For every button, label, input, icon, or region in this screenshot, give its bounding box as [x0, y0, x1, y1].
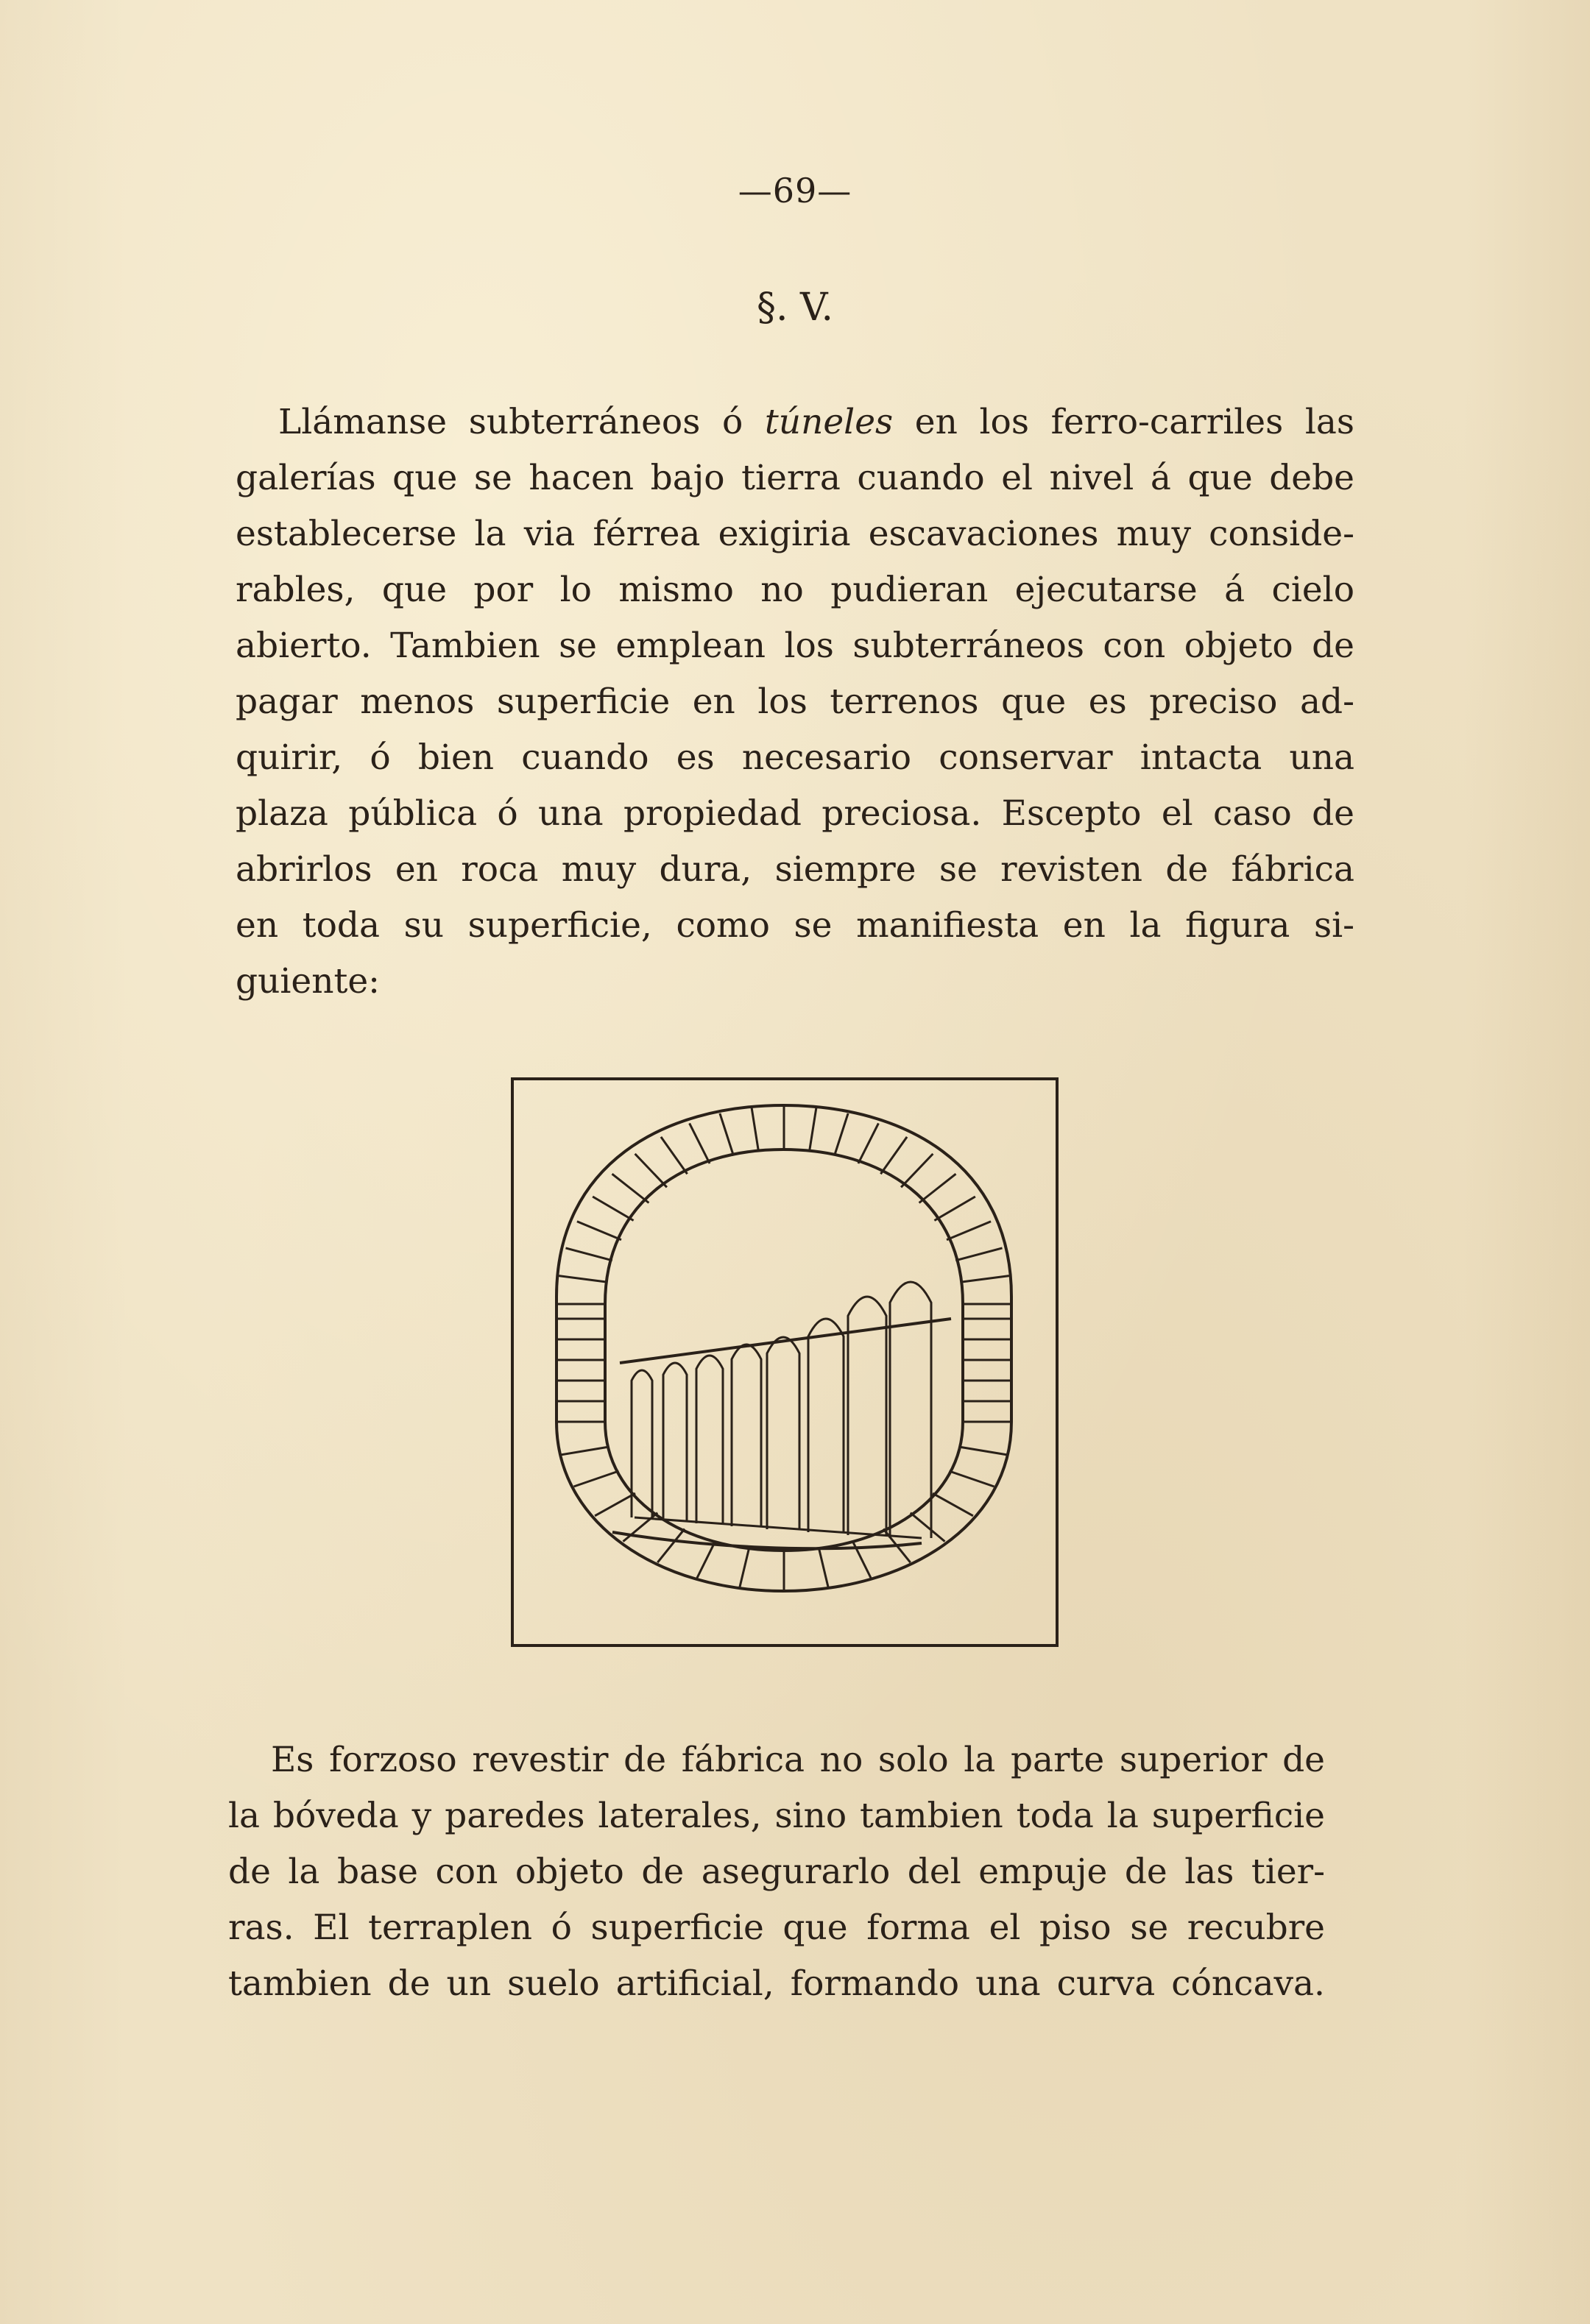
- text-line: Es forzoso revestir de fábrica no solo la parte superior de: [271, 1740, 1325, 1780]
- masonry-joint: [880, 1137, 907, 1174]
- masonry-joint: [577, 1222, 621, 1240]
- paragraph-lining: [228, 1732, 1325, 2012]
- text-line: establecerse la via férrea exigiria escavaciones muy conside-: [236, 514, 1354, 554]
- text-line: ras. El terraplen ó superficie que forma el piso se recubre: [228, 1907, 1325, 1948]
- text-line: quirir, ó bien cuando es necesario conservar intacta una: [236, 737, 1354, 778]
- text-line: pagar menos superficie en los terrenos que es preciso ad-: [236, 681, 1354, 722]
- masonry-joint: [835, 1113, 849, 1156]
- text-line: de la base con objeto de asegurarlo del empuje de las tier-: [228, 1852, 1325, 1892]
- masonry-joint: [559, 1276, 607, 1283]
- masonry-joint: [933, 1493, 973, 1516]
- masonry-joint: [697, 1541, 716, 1579]
- masonry-joint: [661, 1137, 688, 1174]
- masonry-joint: [595, 1493, 635, 1516]
- masonry-joint: [819, 1548, 828, 1588]
- timber-rib: [808, 1319, 844, 1532]
- masonry-joint: [635, 1154, 667, 1187]
- masonry-joint: [810, 1108, 816, 1151]
- text-line: tambien de un suelo artificial, formando una curva cóncava.: [228, 1963, 1325, 2004]
- text-line: abrirlos en roca muy dura, siempre se revisten de fábrica: [236, 849, 1354, 890]
- lining-inner: [605, 1149, 963, 1551]
- tunnel-engraving: [509, 1076, 1060, 1648]
- masonry-joint: [947, 1222, 991, 1240]
- timber-rib: [767, 1337, 799, 1529]
- emphasized-term: túneles: [764, 402, 894, 442]
- masonry-joint: [959, 1447, 1007, 1455]
- masonry-joint: [740, 1548, 749, 1588]
- page-number: —69—: [738, 171, 852, 210]
- masonry-joint: [961, 1276, 1009, 1283]
- masonry-joint: [720, 1113, 734, 1156]
- masonry-joint: [955, 1248, 1002, 1261]
- text-line: guiente:: [236, 961, 381, 1002]
- masonry-joint: [657, 1529, 685, 1563]
- masonry-joint: [858, 1123, 879, 1163]
- timber-rib: [663, 1363, 687, 1520]
- text-line: plaza pública ó una propiedad preciosa. Escepto el caso de: [236, 793, 1354, 834]
- section-heading: §. V.: [756, 286, 834, 330]
- masonry-joint: [752, 1108, 758, 1151]
- masonry-joint: [566, 1248, 612, 1261]
- masonry-blocks: [556, 1105, 1011, 1591]
- lining-outer: [556, 1105, 1011, 1591]
- masonry-joint: [690, 1123, 710, 1163]
- text-line: abierto. Tambien se emplean los subterráneos con objeto de: [236, 626, 1354, 666]
- paragraph-intro: [236, 394, 1354, 1010]
- masonry-joint: [593, 1197, 634, 1221]
- timber-ribs: [632, 1282, 931, 1538]
- timber-rib: [696, 1356, 723, 1523]
- masonry-joint: [612, 1174, 649, 1202]
- timber-rib: [890, 1282, 931, 1538]
- centring-beam: [620, 1319, 951, 1363]
- masonry-joint: [561, 1447, 609, 1455]
- text-line: rables, que por lo mismo no pudieran ejecutarse á cielo: [236, 570, 1354, 610]
- tunnel-cross-section-figure: [509, 1076, 1060, 1648]
- masonry-joint: [934, 1197, 975, 1221]
- text-line: en toda su superficie, como se manifiesta en la figura si-: [236, 905, 1354, 946]
- text-line: Llámanse subterráneos ó túneles en los ferro-carriles las: [278, 402, 1355, 442]
- masonry-joint: [919, 1174, 956, 1202]
- masonry-joint: [574, 1471, 619, 1487]
- timber-rib: [732, 1345, 761, 1526]
- text-line: galerías que se hacen bajo tierra cuando el nivel á que debe: [236, 458, 1354, 498]
- masonry-joint: [950, 1471, 994, 1487]
- text-line: la bóveda y paredes laterales, sino tambien toda la superficie: [228, 1796, 1325, 1836]
- masonry-joint: [901, 1154, 933, 1187]
